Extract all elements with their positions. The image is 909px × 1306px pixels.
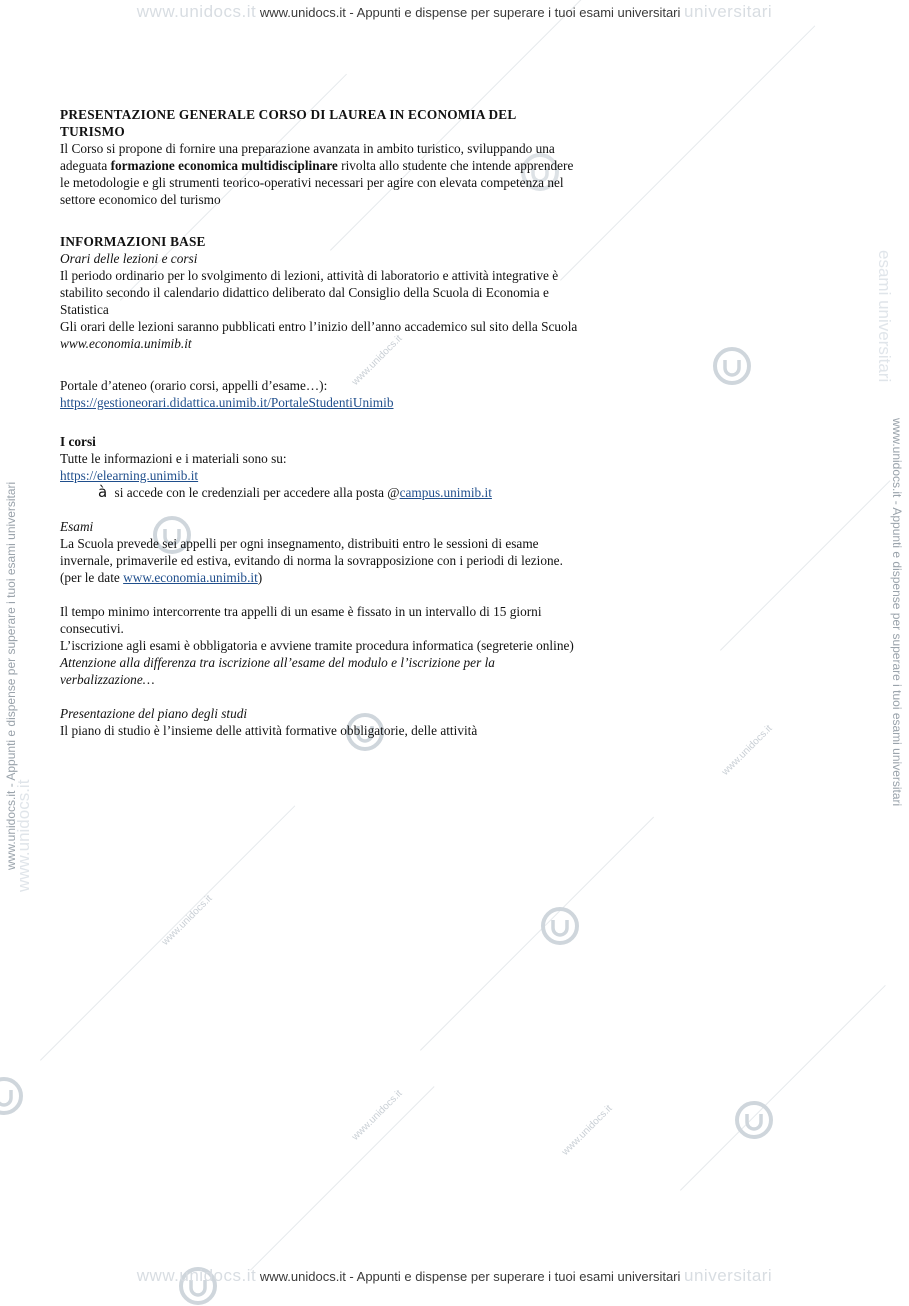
corsi-note [60, 484, 580, 501]
elearning-link[interactable]: https://elearning.unimib.it [60, 468, 199, 483]
watermark-diagonal-text: www.unidocs.it [720, 723, 775, 778]
watermark-side-left-ghost: www.unidocs.it [14, 779, 33, 892]
economia-link[interactable]: www.economia.unimib.it [123, 570, 258, 585]
unidocs-logo-icon [734, 1100, 774, 1140]
esami-iscrizione-paragraph: L’iscrizione agli esami è obbligatoria e avviene tramite procedura informatica (segreterie online) [60, 638, 574, 653]
watermark-side-right: www.unidocs.it - Appunti e dispense per superare i tuoi esami universitari [890, 418, 904, 807]
watermark-line [250, 1086, 435, 1271]
orari-site-text: www.economia.unimib.it [60, 336, 192, 351]
watermark-banner-bottom [0, 1266, 909, 1286]
watermark-side-right-ghost: esami universitari [875, 250, 894, 383]
unidocs-logo-icon [540, 906, 580, 946]
subheading-piano: Presentazione del piano degli studi [60, 706, 248, 721]
watermark-ghost-text: universitari [684, 2, 773, 21]
corsi-note-text: si accede con le credenziali per accedere alla posta @ [111, 485, 400, 500]
orari-paragraph: Il periodo ordinario per lo svolgimento di lezioni, attività di laboratorio e attività integrative è stabilito secondo il calendario didattico deliberato dal Consiglio della Scuola di Economia e Statistica [60, 268, 559, 317]
portale-label: Portale d’ateneo (orario corsi, appelli d’esame…): [60, 378, 328, 393]
watermark-side-left: www.unidocs.it - Appunti e dispense per superare i tuoi esami universitari [4, 481, 18, 870]
unidocs-logo-icon [178, 1266, 218, 1306]
campus-link[interactable]: campus.unimib.it [399, 485, 492, 500]
esami-interval-paragraph: Il tempo minimo intercorrente tra appelli di un esame è fissato in un intervallo di 15 giorni consecutivi. [60, 604, 542, 636]
watermark-diagonal-text: www.unidocs.it [560, 1103, 615, 1158]
intro-bold-text: formazione economica multidisciplinare [110, 158, 338, 173]
orari-text: Gli orari delle lezioni saranno pubblicati entro l’inizio dell’anno accademico sul sito della Scuola [60, 319, 578, 334]
watermark-line [680, 985, 886, 1191]
watermark-line [560, 25, 815, 280]
subheading-esami: Esami [60, 519, 94, 534]
watermark-ghost-text: www.unidocs.it [136, 2, 257, 21]
esami-paragraph [60, 535, 580, 586]
watermark-diagonal-text: www.unidocs.it [350, 1088, 405, 1143]
unidocs-logo-icon [0, 1076, 24, 1116]
watermark-ghost-text: universitari [684, 1266, 773, 1285]
orari-paragraph-2 [60, 318, 580, 352]
watermark-ghost-text: www.unidocs.it [136, 1266, 257, 1285]
document-title: PRESENTAZIONE GENERALE CORSO DI LAUREA IN ECONOMIA DEL TURISMO [60, 107, 516, 139]
watermark-banner-top [0, 2, 909, 22]
portale-link[interactable]: https://gestioneorari.didattica.unimib.it/PortaleStudentiUnimib [60, 395, 394, 410]
section-heading-info: INFORMAZIONI BASE [60, 234, 206, 249]
subheading-corsi: I corsi [60, 434, 96, 449]
subheading-orari: Orari delle lezioni e corsi [60, 251, 198, 266]
intro-text-end: rivolta allo studente che intende apprendere le metodologie e gli strumenti teorico-operativi necessari per agire con elevata competenza nel settore economico del turismo [60, 158, 574, 207]
watermark-banner-text: www.unidocs.it - Appunti e dispense per superare i tuoi esami universitari [259, 5, 681, 20]
watermark-line [40, 805, 295, 1060]
document-body [60, 106, 580, 739]
watermark-diagonal-text: www.unidocs.it [160, 893, 215, 948]
arrow-bullet-icon: à [98, 483, 108, 501]
watermark-line [420, 817, 654, 1051]
watermark-diagonal-text: www.unidocs.it [350, 333, 405, 388]
corsi-text: Tutte le informazioni e i materiali sono su: [60, 451, 287, 466]
watermark-line [720, 480, 890, 650]
esami-text: La Scuola prevede sei appelli per ogni insegnamento, distribuiti entro le sessioni di esame invernale, primaverile ed estiva, evitando di norma la sovrapposizione con i periodi di lezione. (per le date [60, 536, 563, 585]
intro-text: Il Corso si propone di fornire una preparazione avanzata in ambito turistico, sviluppando una adeguata [60, 141, 555, 173]
unidocs-logo-icon [712, 346, 752, 386]
esami-attenzione-paragraph: Attenzione alla differenza tra iscrizione all’esame del modulo e l’iscrizione per la verbalizzazione… [60, 655, 495, 687]
intro-paragraph [60, 140, 580, 208]
esami-text-end: ) [257, 570, 263, 585]
piano-paragraph: Il piano di studio è l’insieme delle attività formative obbligatorie, delle attività [60, 723, 478, 738]
watermark-banner-text: www.unidocs.it - Appunti e dispense per superare i tuoi esami universitari [259, 1269, 681, 1284]
